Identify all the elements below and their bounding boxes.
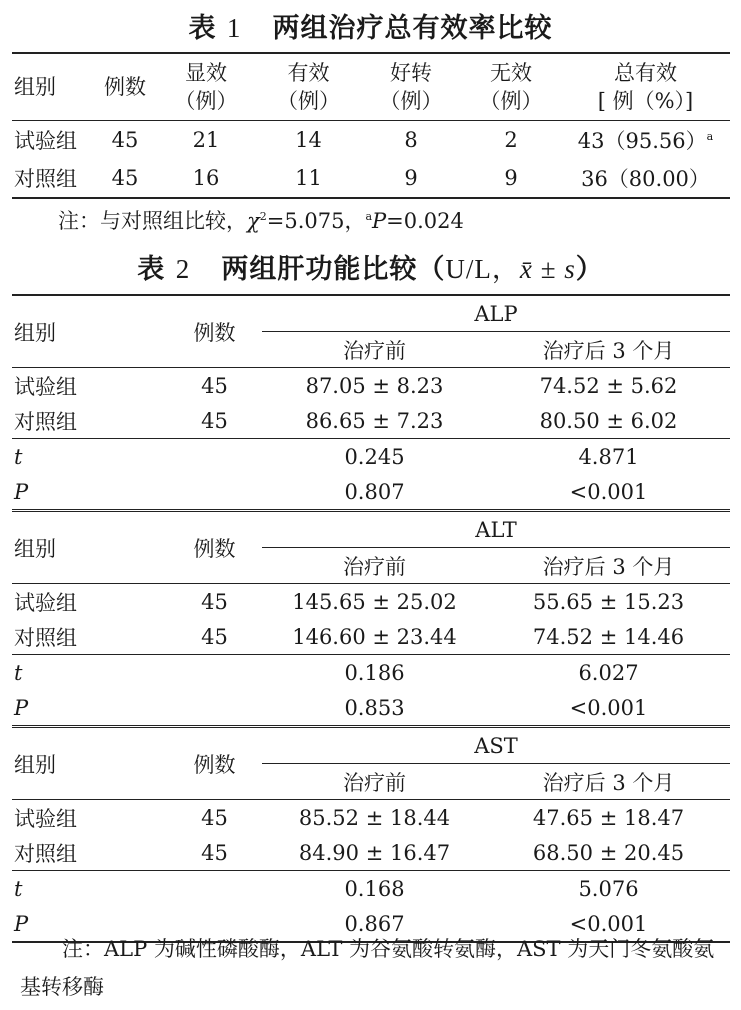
table1-header-ineffective: 无效 （例） — [479, 61, 543, 113]
table2-p-after: <0.001 — [569, 479, 648, 504]
table2-section-header-ast — [12, 727, 730, 764]
table2-cell-before: 86.65 ± 7.23 — [305, 408, 444, 433]
table2 — [12, 294, 730, 943]
table2-cell-before: 146.60 ± 23.44 — [292, 624, 457, 649]
table2-cell-n: 45 — [167, 584, 262, 620]
table2-section-name: ALP — [262, 295, 730, 332]
table2-p-after: <0.001 — [569, 695, 648, 720]
table-row — [12, 584, 730, 620]
table1-title-number: 1 — [226, 13, 242, 43]
table2-header-n: 例数 — [167, 511, 262, 584]
table2-t-before: 0.245 — [262, 439, 487, 475]
table1-header-marked: 显效 （例） — [174, 61, 238, 113]
table2-p-before: 0.807 — [344, 479, 405, 504]
table2-title-unit: U/L， — [445, 254, 520, 284]
table2-cell-group: 对照组 — [14, 841, 77, 866]
table2-p-row — [12, 474, 730, 511]
table2-section-name: ALT — [262, 511, 730, 548]
table2-cell-group: 试验组 — [12, 800, 167, 836]
table2-cell-after: 68.50 ± 20.45 — [532, 840, 685, 865]
table2-cell-after: 80.50 ± 6.02 — [539, 408, 678, 433]
table2-header-group: 组别 — [12, 511, 167, 584]
table2-p-label: P — [14, 695, 29, 720]
table1-header-group: 组别 — [14, 75, 56, 99]
table1-cell-effective: 14 — [295, 128, 322, 152]
table1-cell-group: 对照组 — [14, 167, 77, 191]
table-row — [12, 403, 730, 439]
table1-cell-ineffective: 2 — [504, 128, 518, 152]
table2-cell-before: 145.65 ± 25.02 — [262, 584, 487, 620]
table1-header-row — [12, 53, 730, 121]
table1-header-total: 总有效 [ 例（%）] — [597, 61, 694, 113]
table2-header-after: 治疗后 3 个月 — [487, 548, 730, 584]
table2-section-header-alt — [12, 511, 730, 548]
table2-section-header-alp — [12, 295, 730, 332]
table2-cell-before: 87.05 ± 8.23 — [262, 368, 487, 404]
table2-header-group: 组别 — [14, 320, 56, 345]
table1-cell-improved: 9 — [404, 166, 418, 190]
table2-t-empty — [167, 871, 262, 907]
table2-cell-n: 45 — [201, 624, 228, 649]
table1-cell-total: 36（80.00） — [581, 167, 710, 191]
table1-title — [0, 8, 741, 48]
table2-p-label: P — [14, 911, 29, 936]
table2-cell-after: 74.52 ± 5.62 — [487, 368, 730, 404]
table1-cell-n: 45 — [111, 128, 139, 152]
table2-section-name: AST — [262, 727, 730, 764]
table2-header-before: 治疗前 — [262, 332, 487, 368]
table2-cell-after: 47.65 ± 18.47 — [487, 800, 730, 836]
table1-note: 注：与对照组比较，$\chi^2=5.075$，$^a$P=0.024 — [58, 209, 464, 233]
table2-cell-group: 试验组 — [12, 368, 167, 404]
table1-cell-marked: 21 — [192, 128, 220, 152]
table1-cell-effective: 11 — [295, 166, 322, 190]
table2-title-stat: x̄ ± s — [519, 254, 576, 284]
table2-t-before: 0.186 — [262, 655, 487, 691]
table2-header-before: 治疗前 — [262, 548, 487, 584]
table2-p-before: 0.867 — [344, 911, 405, 936]
table-row — [12, 121, 730, 160]
table2-t-empty — [167, 439, 262, 475]
table2-header-n: 例数 — [193, 320, 236, 345]
table2-t-row — [12, 439, 730, 475]
table2-title-text: 两组肝功能比较（ — [221, 254, 446, 285]
table1-header-improved: 好转 （例） — [379, 61, 443, 113]
table2-t-after: 5.076 — [487, 871, 730, 907]
table1-cell-improved: 8 — [404, 128, 418, 152]
table2-t-label: t — [12, 655, 167, 691]
table2-note: 注：ALP 为碱性磷酸酶，ALT 为谷氨酸转氨酶，AST 为天门冬氨酸氨基转移酶 — [20, 937, 715, 999]
table1-cell-marked: 16 — [192, 166, 220, 190]
table2-cell-after: 74.52 ± 14.46 — [532, 624, 685, 649]
table2-header-before: 治疗前 — [262, 764, 487, 800]
table2-p-empty — [167, 690, 262, 727]
table2-t-after: 4.871 — [487, 439, 730, 475]
table2-t-row — [12, 655, 730, 691]
table2-cell-n: 45 — [201, 840, 228, 865]
table2-t-empty — [167, 655, 262, 691]
table2-title-label: 表 — [137, 254, 166, 285]
table2-cell-n: 45 — [167, 800, 262, 836]
table1-header-effective: 有效 （例） — [277, 61, 340, 113]
table1-header-n: 例数 — [104, 75, 146, 99]
table-row — [12, 368, 730, 404]
table2-cell-n: 45 — [167, 368, 262, 404]
table1-superscript-a: a — [706, 130, 714, 143]
table1 — [12, 52, 730, 199]
table1-title-text: 两组治疗总有效率比较 — [272, 13, 553, 44]
table2-t-row — [12, 871, 730, 907]
table2-cell-n: 45 — [201, 408, 228, 433]
table2-p-after: <0.001 — [569, 911, 648, 936]
table2-header-after: 治疗后 3 个月 — [487, 332, 730, 368]
table2-cell-before: 85.52 ± 18.44 — [262, 800, 487, 836]
table2-title-number: 2 — [175, 254, 191, 284]
table2-t-before: 0.168 — [262, 871, 487, 907]
table1-cell-ineffective: 9 — [504, 166, 518, 190]
table-row — [12, 619, 730, 655]
table2-p-row — [12, 690, 730, 727]
table2-header-after: 治疗后 3 个月 — [487, 764, 730, 800]
table-row — [12, 835, 730, 871]
table2-cell-group: 对照组 — [14, 409, 77, 434]
table2-title — [0, 245, 741, 293]
table-row — [12, 800, 730, 836]
table2-cell-after: 55.65 ± 15.23 — [487, 584, 730, 620]
table2-cell-before: 84.90 ± 16.47 — [298, 840, 451, 865]
table1-title-label: 表 — [188, 13, 217, 44]
table2-p-empty — [167, 474, 262, 511]
table2-header-n: 例数 — [167, 727, 262, 800]
table2-cell-group: 试验组 — [12, 584, 167, 620]
table1-cell-total: $43(95.56)^a$ — [577, 129, 714, 153]
table2-p-before: 0.853 — [344, 695, 405, 720]
table2-p-label: P — [14, 479, 29, 504]
table2-t-after: 6.027 — [487, 655, 730, 691]
table1-cell-n: 45 — [111, 166, 139, 190]
table2-t-label: t — [12, 871, 167, 907]
table-row — [12, 159, 730, 198]
table2-header-group: 组别 — [12, 727, 167, 800]
table1-cell-group: 试验组 — [14, 129, 77, 153]
table2-t-label: t — [12, 439, 167, 475]
table2-cell-group: 对照组 — [14, 625, 77, 650]
table2-title-close: ） — [575, 254, 604, 285]
